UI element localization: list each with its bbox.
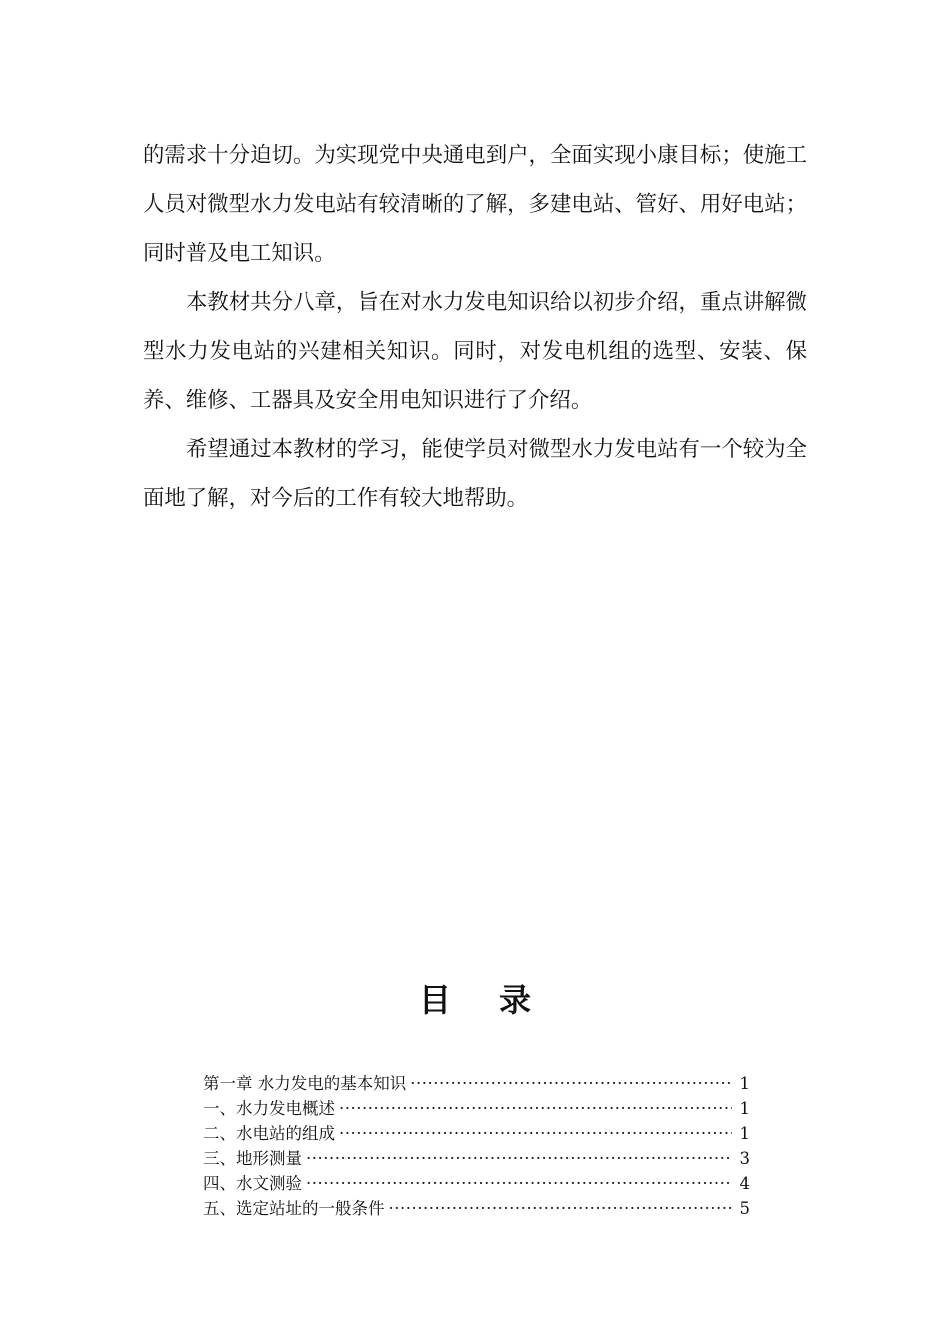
toc-entry-label: 五、选定站址的一般条件 (203, 1199, 385, 1218)
toc-entry-label: 一、水力发电概述 (203, 1099, 335, 1118)
toc-entry-label: 二、水电站的组成 (203, 1124, 335, 1143)
toc-entry-5[interactable] (203, 1171, 750, 1196)
toc-entry-3[interactable] (203, 1121, 750, 1146)
toc-entry-page: 3 (739, 1149, 750, 1168)
toc-leader-dots (306, 1171, 732, 1196)
toc-entry-6[interactable] (203, 1196, 750, 1221)
toc-leader-dots (339, 1121, 732, 1146)
toc-entry-label: 四、水文测验 (203, 1174, 302, 1193)
toc-entry-4[interactable] (203, 1146, 750, 1171)
toc-entry-2[interactable] (203, 1096, 750, 1121)
toc-leader-dots (306, 1146, 732, 1171)
table-of-contents (203, 1071, 750, 1221)
toc-entry-page: 4 (739, 1174, 750, 1193)
toc-entry-label: 三、地形测量 (203, 1149, 302, 1168)
toc-entry-page: 1 (739, 1099, 750, 1118)
preface-paragraph-1: 的需求十分迫切。为实现党中央通电到户，全面实现小康目标；使施工人员对微型水力发电站有较清晰的了解，多建电站、管好、用好电站；同时普及电工知识。 (143, 143, 807, 266)
toc-entry-label: 第一章 水力发电的基本知识 (203, 1074, 407, 1093)
toc-leader-dots (339, 1096, 732, 1121)
toc-leader-dots (389, 1196, 733, 1221)
toc-entry-page: 5 (739, 1199, 750, 1218)
toc-entry-1[interactable] (203, 1071, 750, 1096)
toc-entry-page: 1 (739, 1074, 750, 1093)
preface-paragraph-3: 希望通过本教材的学习，能使学员对微型水力发电站有一个较为全面地了解，对今后的工作有较大地帮助。 (143, 437, 807, 511)
preface-paragraph-2: 本教材共分八章，旨在对水力发电知识给以初步介绍，重点讲解微型水力发电站的兴建相关知识。同时，对发电机组的选型、安装、保养、维修、工器具及安全用电知识进行了介绍。 (143, 290, 807, 413)
toc-entry-page: 1 (739, 1124, 750, 1143)
toc-leader-dots (410, 1071, 732, 1096)
preface-body (143, 131, 807, 523)
toc-title: 目录 (418, 981, 579, 1019)
